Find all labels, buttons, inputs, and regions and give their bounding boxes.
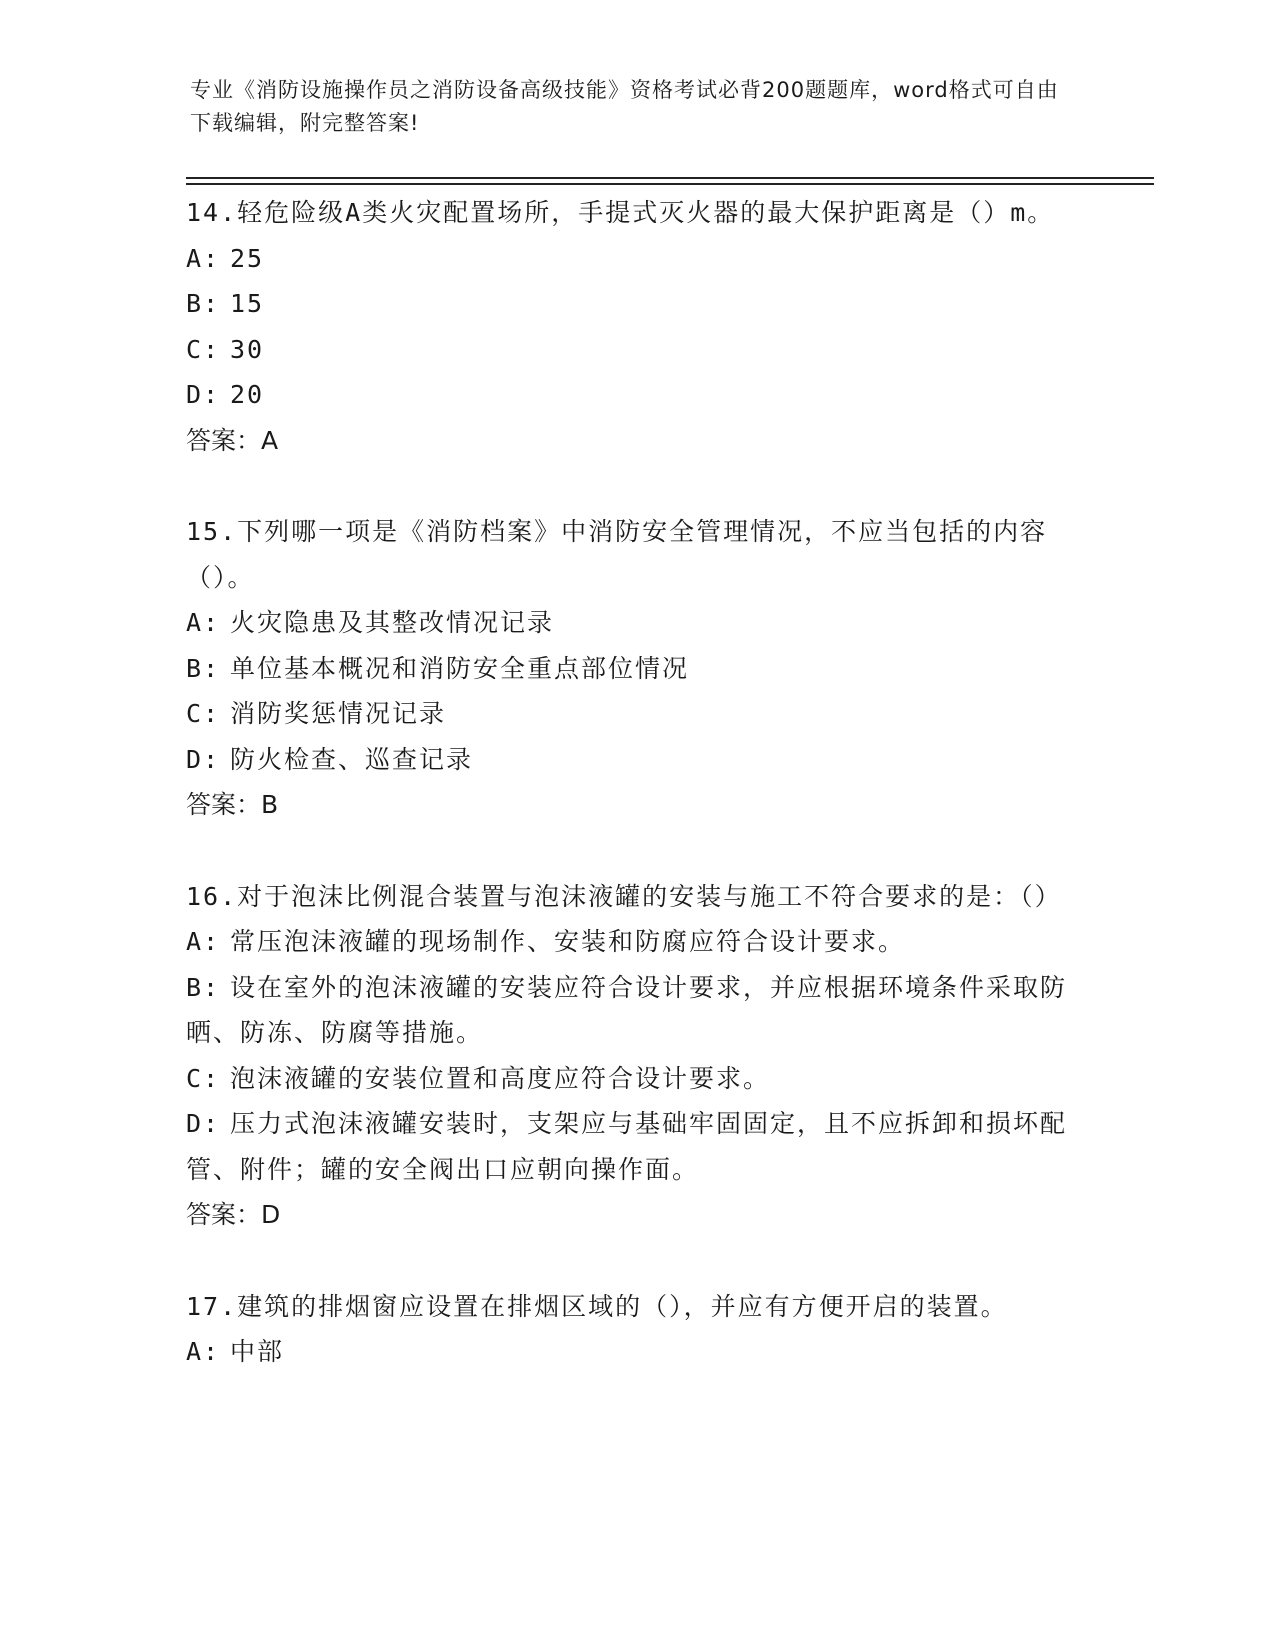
option-b: [186, 965, 1086, 1056]
option-text: 25: [230, 243, 265, 273]
option-a: [186, 600, 1086, 646]
option-letter: C:: [186, 699, 221, 728]
option-text: 中部: [230, 1337, 285, 1366]
question-16: [186, 874, 1086, 1238]
question-stem: 15.下列哪一项是《消防档案》中消防安全管理情况，不应当包括的内容（）。: [186, 517, 1048, 592]
option-text: 消防奖惩情况记录: [230, 699, 447, 728]
option-letter: D:: [186, 1109, 221, 1138]
answer-label: 答案：A: [186, 425, 279, 455]
option-letter: C:: [186, 1063, 221, 1093]
option-text: 15: [230, 289, 265, 318]
question-stem: 14.轻危险级A类火灾配置场所，手提式灭火器的最大保护距离是（）m。: [186, 198, 1055, 227]
question-17: [186, 1284, 1086, 1375]
answer-label: 答案：B: [186, 790, 279, 819]
option-text: 压力式泡沫液罐安装时，支架应与基础牢固固定，且不应拆卸和损坏配管、附件；罐的安全阀出口应朝向操作面。: [186, 1109, 1068, 1184]
option-c: [186, 1056, 1086, 1102]
option-a: [186, 236, 1086, 282]
option-text: 设在室外的泡沫液罐的安装应符合设计要求，并应根据环境条件采取防晒、防冻、防腐等措施。: [186, 972, 1068, 1047]
option-d: [186, 737, 1086, 783]
header-divider-top: [186, 177, 1154, 179]
question-15: [186, 509, 1086, 828]
option-b: [186, 281, 1086, 327]
answer-label: 答案：D: [186, 1200, 281, 1229]
option-letter: B:: [186, 289, 221, 318]
option-text: 泡沫液罐的安装位置和高度应符合设计要求。: [230, 1063, 771, 1093]
option-letter: D:: [186, 744, 221, 774]
option-letter: B:: [186, 653, 221, 683]
option-letter: D:: [186, 380, 221, 409]
option-letter: A:: [186, 608, 221, 637]
option-letter: B:: [186, 972, 221, 1002]
option-text: 防火检查、巡查记录: [230, 744, 474, 774]
question-stem: 17.建筑的排烟窗应设置在排烟区域的（），并应有方便开启的装置。: [186, 1291, 1008, 1321]
option-a: [186, 919, 1086, 965]
option-a: [186, 1329, 1086, 1375]
option-d: [186, 1101, 1086, 1192]
option-text: 常压泡沫液罐的现场制作、安装和防腐应符合设计要求。: [230, 927, 906, 956]
option-text: 单位基本概况和消防安全重点部位情况: [230, 653, 690, 683]
option-text: 20: [230, 380, 265, 409]
option-b: [186, 646, 1086, 692]
document-header: 专业《消防设施操作员之消防设备高级技能》资格考试必背200题题库，word格式可自由下载编辑，附完整答案!: [190, 78, 1059, 135]
option-letter: C:: [186, 334, 221, 364]
option-d: [186, 372, 1086, 418]
option-letter: A:: [186, 243, 221, 273]
option-text: 火灾隐患及其整改情况记录: [230, 608, 555, 637]
question-14: [186, 190, 1086, 463]
option-text: 30: [230, 334, 265, 364]
question-stem: 16.对于泡沫比例混合装置与泡沫液罐的安装与施工不符合要求的是：（）: [186, 881, 1062, 911]
question-list: [186, 190, 1086, 1375]
option-c: [186, 691, 1086, 737]
option-letter: A:: [186, 927, 221, 956]
option-letter: A:: [186, 1337, 221, 1366]
option-c: [186, 327, 1086, 373]
header-divider-bottom: [186, 183, 1154, 185]
